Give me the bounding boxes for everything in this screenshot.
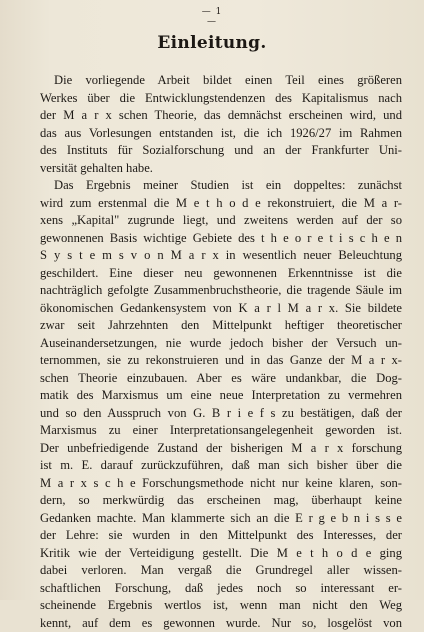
text-line: matik des Marxismus um eine neue Interpretation zu vermehren [40, 387, 402, 405]
text-line: gewonnenen Basis wichtige Gebiete des t h e o r e t i s c h e n [40, 230, 402, 248]
text-line: ist m. E. darauf zurückzuführen, daß man sich bisher über die [40, 457, 402, 475]
text-line: Werkes über die Entwicklungstendenzen des Kapitalismus nach [40, 90, 402, 108]
text-line: wird zum erstenmal die M e t h o d e rekonstruiert, die M a r- [40, 195, 402, 213]
text-line: nachträglich gefolgte Zusammenbruchstheorie, die tragende Säule im [40, 282, 402, 300]
text-line: der M a r x schen Theorie, das demnächst erscheinen wird, und [40, 107, 402, 125]
text-line: M a r x s c h e Forschungsmethode nicht nur keine klaren, son- [40, 475, 402, 493]
text-line: und so den Ausspruch von G. B r i e f s zu bestätigen, daß der [40, 405, 402, 423]
text-line: Der unbefriedigende Zustand der bisherigen M a r x forschung [40, 440, 402, 458]
text-line: schen Theorie einzubauen. Aber es wäre undankbar, die Dog- [40, 370, 402, 388]
text-line: des Instituts für Sozialforschung und an der Frankfurter Uni- [40, 142, 402, 160]
chapter-heading: Einleitung. [0, 33, 424, 53]
text-line: Das Ergebnis meiner Studien ist ein doppeltes: zunächst [40, 177, 402, 195]
text-line: ökonomischen Gedankensystem von K a r l M a r x. Sie bildete [40, 300, 402, 318]
text-line: ternommen, sie zu rekonstruieren und in das Ganze der M a r x- [40, 352, 402, 370]
text-line: geschildert. Eine dieser neu gewonnenen Erkenntnisse ist die [40, 265, 402, 283]
text-line: Gedanken machte. Man klammerte sich an die E r g e b n i s s e [40, 510, 402, 528]
text-line: Auseinandersetzungen, nie wurde jedoch bisher der Versuch un- [40, 335, 402, 353]
text-line: scheinende Ergebnis wertlos ist, wenn man nicht den Weg [40, 597, 402, 615]
text-line: das aus Vorlesungen entstanden ist, die ich 1926/27 im Rahmen [40, 125, 402, 143]
text-line: kennt, auf dem es gewonnen wurde. Nur so, losgelöst von [40, 615, 402, 632]
page-number: — 1 — [199, 7, 225, 27]
text-line: der Lehre: sie wurden in den Mittelpunkt des Interesses, der [40, 527, 402, 545]
text-line: dern, so merkwürdig das erscheinen mag, überhaupt keine [40, 492, 402, 510]
text-line: Kritik wie der Verteidigung gestellt. Die M e t h o d e ging [40, 545, 402, 563]
text-line: zwar seit Jahrzehnten den Mittelpunkt heftiger theoretischer [40, 317, 402, 335]
text-line: S y s t e m s v o n M a r x in wesentlich neuer Beleuchtung [40, 247, 402, 265]
text-line: Marxismus zu einer Interpretationsangelegenheit geworden ist. [40, 422, 402, 440]
text-line: versität gehalten habe. [40, 160, 402, 178]
body-text [40, 72, 402, 632]
text-line: schaftlichen Forschung, daß jedes noch so interessant er- [40, 580, 402, 598]
text-line: dabei verloren. Man vergaß die Grundregel aller wissen- [40, 562, 402, 580]
text-line: xens „Kapital" zugrunde liegt, und zweitens werden auf der so [40, 212, 402, 230]
text-line: Die vorliegende Arbeit bildet einen Teil eines größeren [40, 72, 402, 90]
